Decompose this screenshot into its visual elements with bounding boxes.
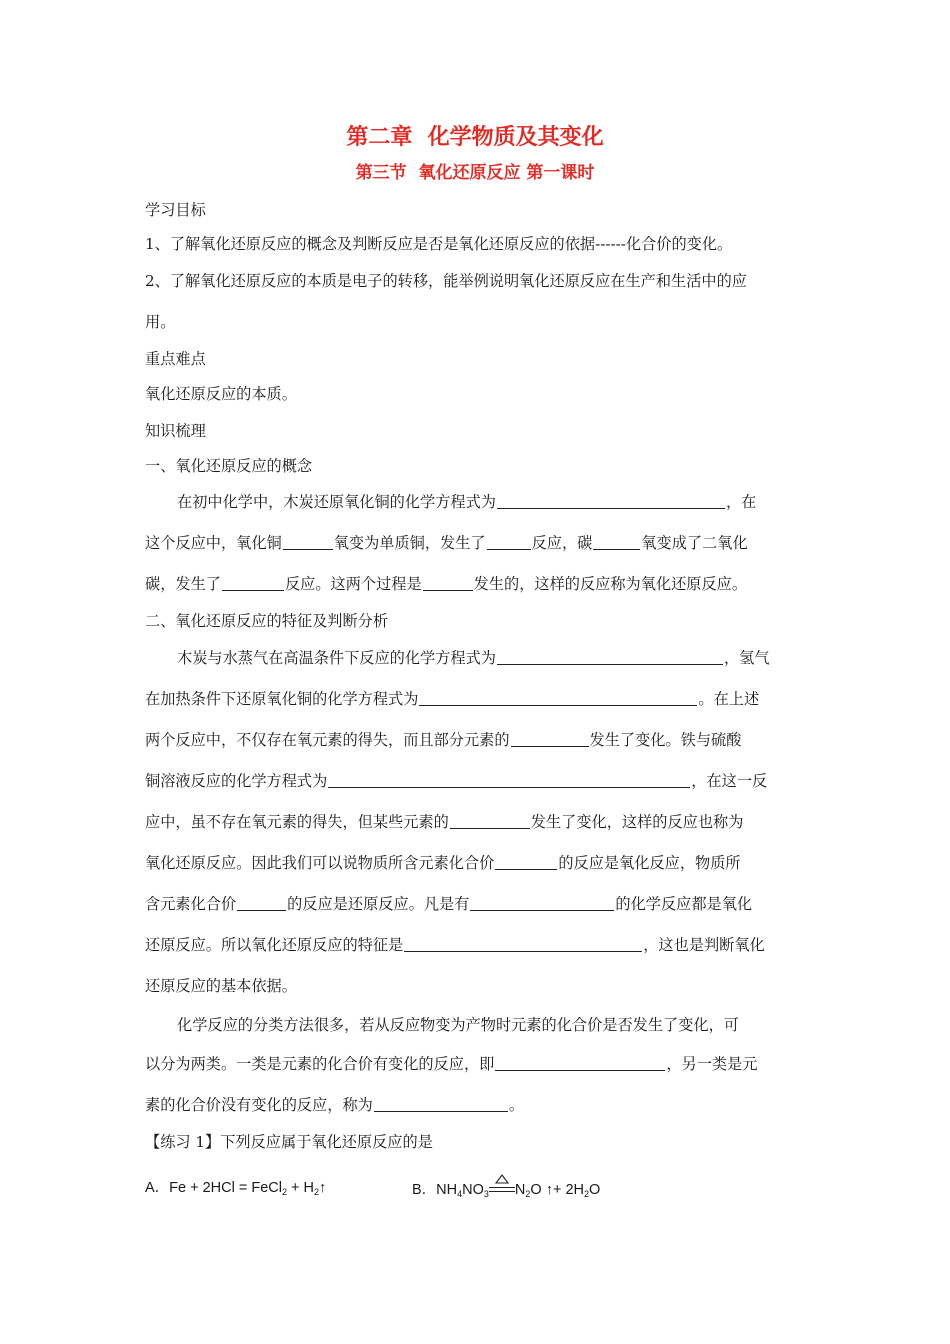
p3-text: 以分为两类。一类是元素的化合价有变化的反应，即 [145,1055,495,1073]
subscript: 2 [525,1189,531,1199]
option-b-text: N [514,1182,526,1198]
subscript: 3 [483,1189,489,1199]
p2-text: 木炭与水蒸气在高温条件下反应的化学方程式为 [177,649,496,667]
p1-line2 [145,533,810,553]
p2-line2 [145,689,810,709]
p2-line6 [145,853,810,873]
p2-text: 应中，虽不存在氧元素的得失，但某些元素的 [145,813,449,831]
p1-text: 氧变成了二氧化 [641,534,748,552]
fill-blank[interactable] [487,534,531,550]
p2-line4 [145,771,810,791]
subscript: 2 [584,1189,590,1199]
p3-text: ，另一类是元 [666,1055,758,1073]
p1-line3 [145,574,810,594]
fill-blank[interactable] [593,534,640,550]
exercise-title: 【练习 1】下列反应属于氧化还原反应的是 [145,1133,433,1151]
fill-blank[interactable] [237,895,286,911]
fill-blank[interactable] [495,854,557,870]
triangle-icon [495,1174,509,1184]
fill-blank[interactable] [419,690,697,706]
double-line [489,1187,515,1188]
p2-text: 两个反应中，不仅存在氧元素的得失，而且部分元素的 [145,731,510,749]
option-b-text: NO [462,1182,484,1198]
p1-text: 这个反应中，氧化铜 [145,534,282,552]
chapter-title: 第二章 化学物质及其变化 [346,125,604,150]
p2-text: 发生了变化。铁与硫酸 [589,731,742,749]
p2-line8 [145,935,810,955]
option-a-text: A．Fe + 2HCl = FeCl [145,1180,282,1196]
fill-blank[interactable] [470,895,614,911]
p2-text: ，在这一反 [691,772,768,790]
fill-blank[interactable] [222,575,284,591]
option-a-text: ↑ [319,1180,327,1196]
p2-text: 的反应是还原反应。凡是有 [287,895,470,913]
p1-text: 在初中化学中，木炭还原氧化铜的化学方程式为 [177,493,496,511]
goal-item-2b: 用。 [145,313,176,331]
p1-text: 反应，碳 [531,534,593,552]
p1-text: 碳，发生了 [145,575,221,593]
key-points-text: 氧化还原反应的本质。 [145,385,297,403]
option-b-text: O [589,1182,601,1198]
subscript: 4 [457,1189,463,1199]
p2-text: ，氢气 [723,649,770,667]
p2-text: 。在上述 [698,690,760,708]
p2-line3 [145,730,810,750]
p2-text: 含元素化合价 [145,895,237,913]
p2-text: 在加热条件下还原氧化铜的化学方程式为 [145,690,419,708]
double-line [489,1191,515,1192]
p3-text: 素的化合价没有变化的反应，称为 [145,1096,373,1114]
option-b-text: O ↑+ 2H [530,1182,584,1198]
key-points-heading: 重点难点 [145,350,206,368]
p3-line2 [145,1054,810,1074]
part2-heading: 二、氧化还原反应的特征及判断分析 [145,612,388,630]
option-b-text: B．NH [412,1182,458,1198]
p3-line3 [145,1095,810,1115]
p2-text: 氧化还原反应。因此我们可以说物质所含元素化合价 [145,854,495,872]
p1-text: ，在 [725,493,757,511]
goal-item-1: 1、了解氧化还原反应的概念及判断反应是否是氧化还原反应的依据------化合价的变化。 [145,235,733,253]
heating-condition-symbol [489,1178,515,1198]
p2-text: 铜溶液反应的化学方程式为 [145,772,328,790]
p1-text: 氧变为单质铜，发生了 [333,534,486,552]
p2-text: 的反应是氧化反应，物质所 [558,854,741,872]
p2-text: 还原反应。所以氧化还原反应的特征是 [145,936,404,954]
p1-text: 反应。这两个过程是 [284,575,422,593]
option-b[interactable] [412,1178,600,1204]
option-a-text: + H [287,1180,315,1196]
part1-heading: 一、氧化还原反应的概念 [145,457,313,475]
goals-heading: 学习目标 [145,201,206,219]
fill-blank[interactable] [450,813,530,829]
p2-text: ，这也是判断氧化 [643,936,765,954]
fill-blank[interactable] [283,534,333,550]
fill-blank[interactable] [497,649,723,665]
fill-blank[interactable] [497,493,725,509]
p3-text: 。 [508,1096,524,1114]
p3-line1: 化学反应的分类方法很多，若从反应物变为产物时元素的化合价是否发生了变化，可 [177,1016,739,1034]
fill-blank[interactable] [423,575,473,591]
p2-line1 [177,648,842,668]
p2-line7 [145,894,810,914]
option-a[interactable] [145,1178,326,1202]
section-title: 第三节 氧化还原反应 第一课时 [355,163,595,183]
fill-blank[interactable] [495,1055,665,1071]
fill-blank[interactable] [328,772,690,788]
fill-blank[interactable] [374,1096,508,1112]
p1-line1 [177,492,842,512]
p2-line5 [145,812,810,832]
subscript: 2 [282,1187,288,1197]
fill-blank[interactable] [511,731,589,747]
knowledge-heading: 知识梳理 [145,422,206,440]
p2-line9: 还原反应的基本依据。 [145,977,297,995]
p2-text: 发生了变化，这样的反应也称为 [530,813,744,831]
subscript: 2 [314,1187,320,1197]
goal-item-2a: 2、了解氧化还原反应的本质是电子的转移，能举例说明氧化还原反应在生产和生活中的应 [145,272,747,290]
p1-text: 发生的，这样的反应称为氧化还原反应。 [473,575,747,593]
p2-text: 的化学反应都是氧化 [615,895,753,913]
fill-blank[interactable] [404,936,642,952]
